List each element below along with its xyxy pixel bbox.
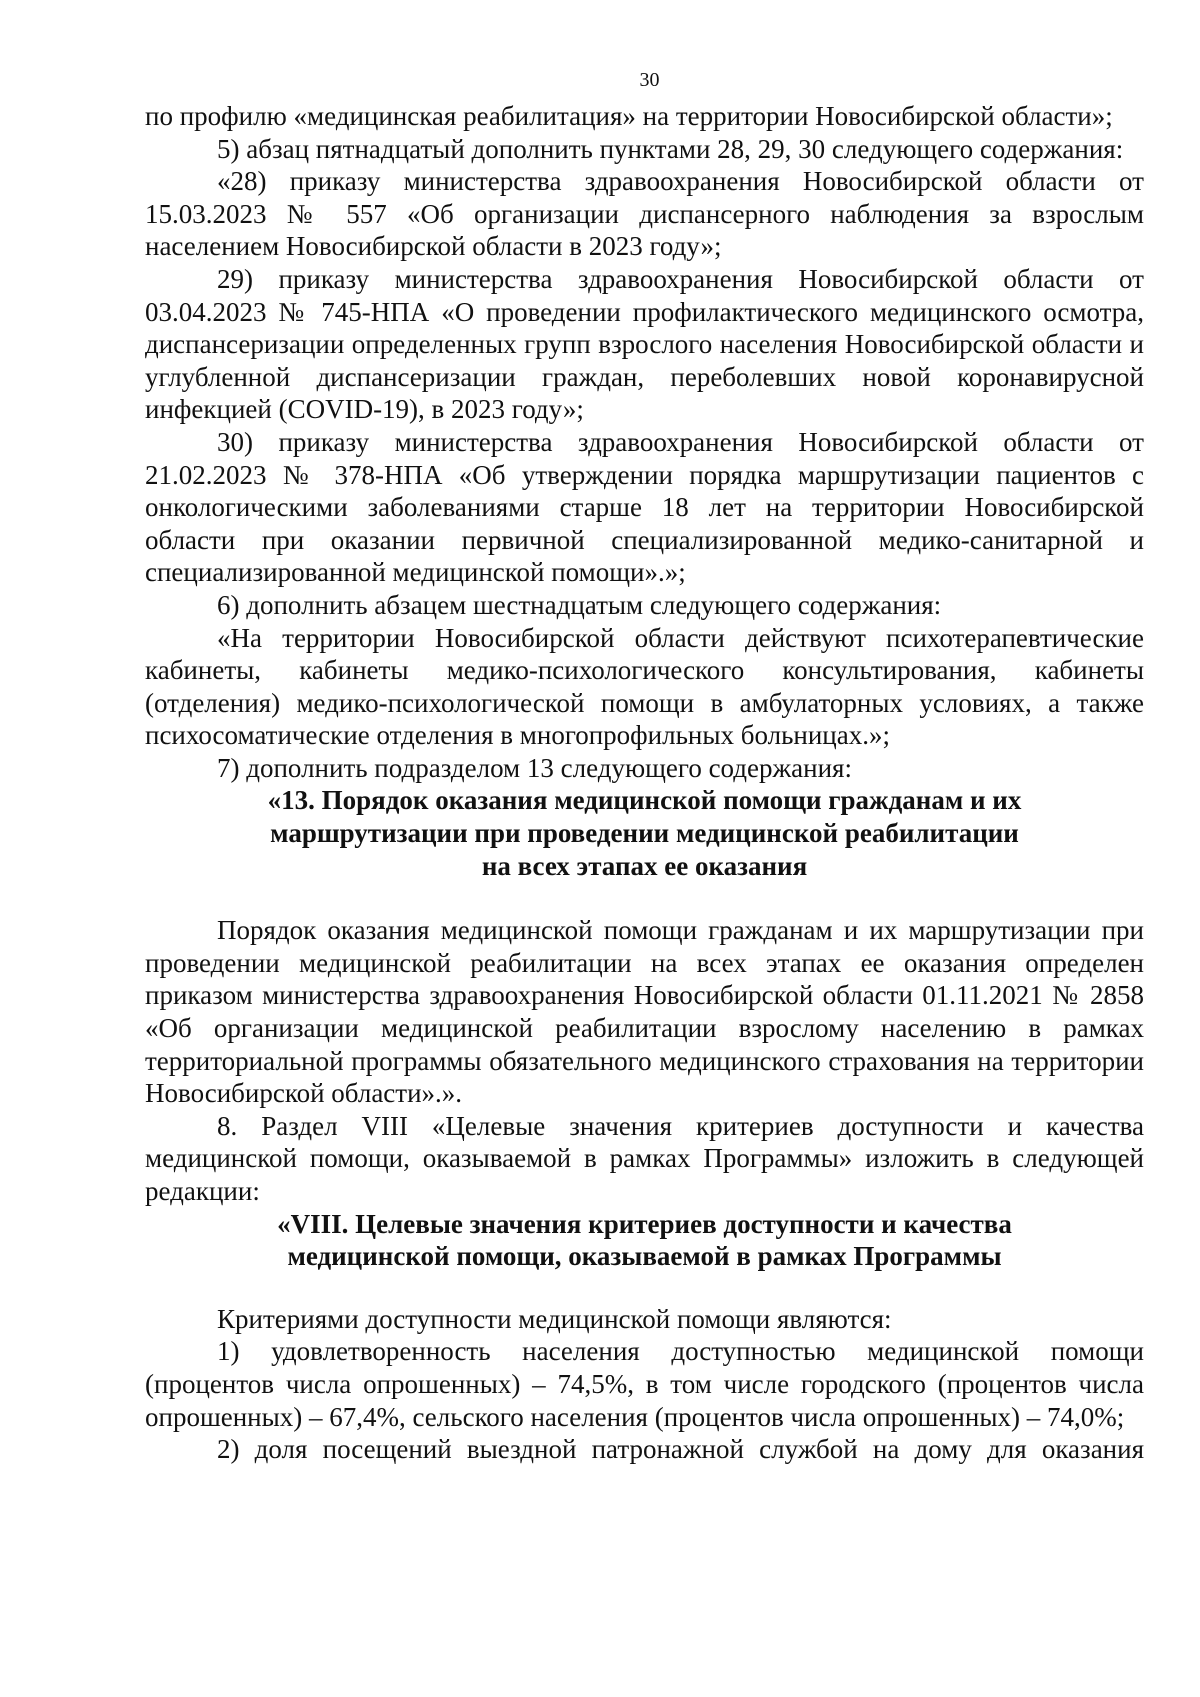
paragraph-rehabilitation-order: Порядок оказания медицинской помощи гражданам и их маршрутизации при проведении медицинской реабилитации на всех этапах ее оказания определен приказом министерства здравоохранения Новосибирской области 01.11.2021 № 2858 «Об организации медицинской реабилитации взрослому населению в рамках территориальной программы обязательного медицинского страхования на территории Новосибирской области».». — [145, 915, 1144, 1109]
paragraph-item-30: 30) приказу министерства здравоохранения Новосибирской области от 21.02.2023 № 378-НПА «Об утверждении порядка маршрутизации пациентов с онкологическими заболеваниями старше 18 лет на территории Новосибирской области при оказании первичной специализированной медико-санитарной и специализированной медицинской помощи».»; — [145, 426, 1144, 588]
paragraph-item-29: 29) приказу министерства здравоохранения Новосибирской области от 03.04.2023 № 745-НПА «О проведении профилактического медицинского осмотра, диспансеризации определенных групп взрослого населения Новосибирской области и углубленной диспансеризации граждан, переболевших новой коронавирусной инфекцией (COVID-19), в 2023 году»; — [145, 263, 1144, 425]
paragraph-item-8: 8. Раздел VIII «Целевые значения критериев доступности и качества медицинской помощи, оказываемой в рамках Программы» изложить в следующей редакции: — [145, 1110, 1144, 1206]
paragraph-item-28: «28) приказу министерства здравоохранения Новосибирской области от 15.03.2023 № 557 «Об организации диспансерного наблюдения за взрослым населением Новосибирской области в 2023 году»; — [145, 166, 1144, 262]
paragraph-continuation: по профилю «медицинская реабилитация» на территории Новосибирской области»; — [145, 101, 1113, 131]
paragraph-criterion-1: 1) удовлетворенность населения доступностью медицинской помощи (процентов числа опрошенных) – 74,5%, в том числе городского (процентов числа опрошенных) – 67,4%, сельского населения (процентов числа опрошенных) – 74,0%; — [145, 1336, 1144, 1432]
paragraph-item-6: 6) дополнить абзацем шестнадцатым следующего содержания: — [217, 589, 942, 620]
paragraph-item-7: 7) дополнить подразделом 13 следующего содержания: — [217, 752, 852, 783]
paragraph-criteria-intro: Критериями доступности медицинской помощи являются: — [217, 1303, 892, 1334]
heading-viii-line-2: медицинской помощи, оказываемой в рамках Программы — [287, 1241, 1002, 1272]
section-heading-13 — [145, 784, 1144, 882]
heading-viii-line-1: «VIII. Целевые значения критериев доступности и качества — [277, 1208, 1012, 1239]
paragraph-quote-psychotherapy: «На территории Новосибирской области действуют психотерапевтические кабинеты, кабинеты медико-психологического консультирования, кабинеты (отделения) медико-психологической помощи в амбулаторных условиях, а также психосоматические отделения в многопрофильных больницах.»; — [145, 622, 1144, 751]
paragraph-criterion-2: 2) доля посещений выездной патронажной службой на дому для оказания — [217, 1434, 1144, 1465]
heading-13-line-1: «13. Порядок оказания медицинской помощи гражданам и их — [267, 785, 1022, 816]
heading-13-line-2: маршрутизации при проведении медицинской реабилитации — [270, 818, 1019, 849]
page-number: 30 — [639, 69, 660, 91]
heading-13-line-3: на всех этапах ее оказания — [481, 850, 808, 881]
paragraph-item-5: 5) абзац пятнадцатый дополнить пунктами 28, 29, 30 следующего содержания: — [217, 133, 1124, 164]
section-heading-viii — [145, 1208, 1144, 1273]
